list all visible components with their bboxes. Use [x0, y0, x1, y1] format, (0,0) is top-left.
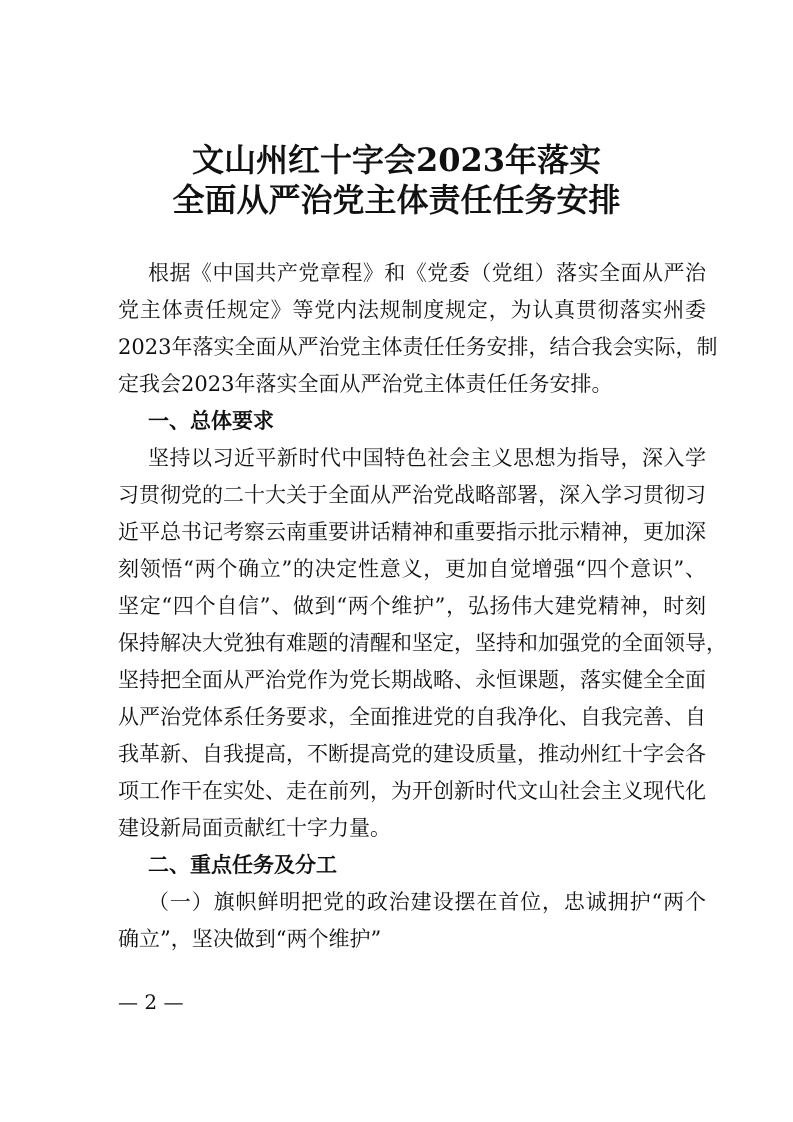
paragraph-line: 近平总书记考察云南重要讲话精神和重要指示批示精神，更加深 [118, 520, 706, 544]
section-heading-1: 一、总体要求 [148, 408, 274, 433]
subheading-line: （一）旗帜鲜明把党的政治建设摆在首位，忠诚拥护“两个 [148, 890, 706, 914]
section-heading-2: 二、重点任务及分工 [148, 852, 337, 877]
paragraph-line: 项工作干在实处、走在前列，为开创新时代文山社会主义现代化 [118, 779, 706, 803]
paragraph-line: 坚持以习近平新时代中国特色社会主义思想为指导，深入学 [148, 446, 706, 470]
paragraph-line: 坚定“四个自信”、做到“两个维护”，弘扬伟大建党精神，时刻 [118, 594, 706, 618]
paragraph-line: 习贯彻党的二十大关于全面从严治党战略部署，深入学习贯彻习 [118, 483, 706, 507]
intro-line: 党主体责任规定》等党内法规制度规定，为认真贯彻落实州委 [118, 298, 706, 322]
title-line-2: 全面从严治党主体责任任务安排 [172, 181, 621, 219]
page-number: — 2 — [118, 990, 184, 1014]
intro-line: 2023年落实全面从严治党主体责任任务安排，结合我会实际，制 [118, 335, 718, 359]
intro-line: 根据《中国共产党章程》和《党委（党组）落实全面从严治 [148, 261, 706, 285]
paragraph-line: 保持解决大党独有难题的清醒和坚定，坚持和加强党的全面领导， [118, 631, 727, 655]
paragraph-line: 建设新局面贡献红十字力量。 [118, 816, 391, 840]
paragraph-line: 刻领悟“两个确立”的决定性意义，更加自觉增强“四个意识”、 [118, 557, 706, 581]
intro-line: 定我会2023年落实全面从严治党主体责任任务安排。 [118, 372, 613, 396]
subheading-line: 确立”，坚决做到“两个维护” [118, 927, 382, 951]
paragraph-line: 坚持把全面从严治党作为党长期战略、永恒课题，落实健全全面 [118, 668, 706, 692]
paragraph-line: 我革新、自我提高，不断提高党的建设质量，推动州红十字会各 [118, 742, 706, 766]
title-line-1: 文山州红十字会2023年落实 [191, 141, 602, 179]
paragraph-line: 从严治党体系任务要求，全面推进党的自我净化、自我完善、自 [118, 705, 706, 729]
